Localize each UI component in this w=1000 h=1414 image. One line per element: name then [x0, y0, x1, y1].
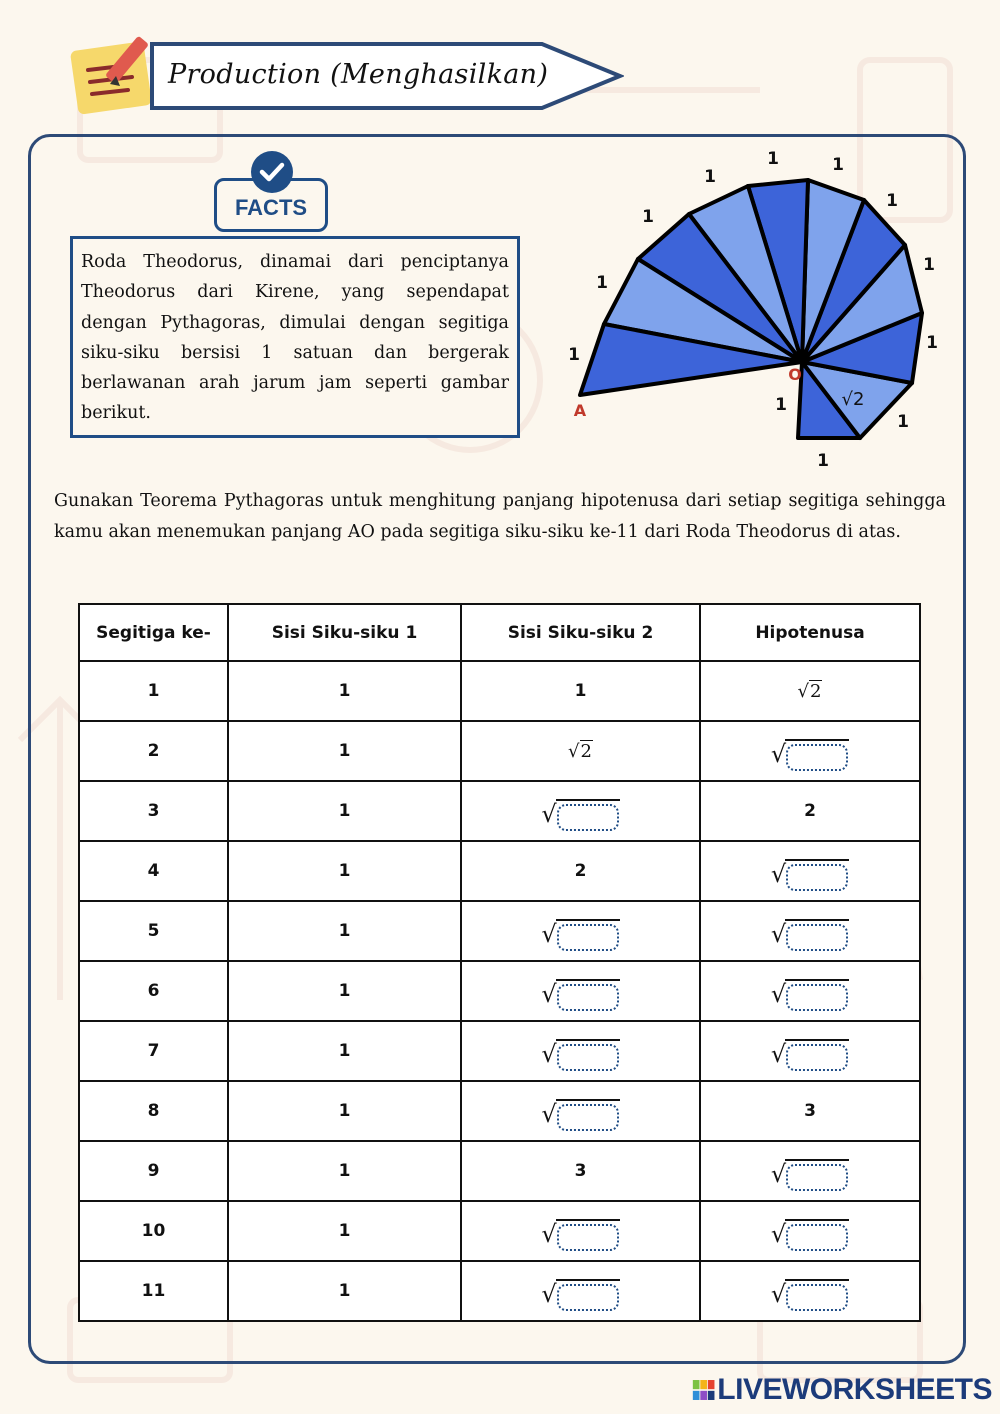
- leg-1-value: 1: [228, 901, 461, 961]
- side-length-label: 1: [767, 149, 779, 169]
- triangle-number: 6: [79, 961, 228, 1021]
- side-length-label: 1: [596, 273, 608, 293]
- leg-1-value: 1: [228, 1261, 461, 1321]
- leg-2-value: 3: [461, 1141, 700, 1201]
- hypotenuse-value: 2: [700, 781, 920, 841]
- answer-input[interactable]: [557, 984, 619, 1011]
- sqrt-value: √2: [797, 680, 822, 702]
- triangle-number: 7: [79, 1021, 228, 1081]
- triangle-number: 4: [79, 841, 228, 901]
- sqrt-answer-field: √: [541, 791, 619, 831]
- hypotenuse-value: [700, 1021, 920, 1081]
- answer-input[interactable]: [786, 1224, 848, 1251]
- answer-input[interactable]: [557, 1044, 619, 1071]
- sqrt-answer-field: √: [771, 971, 849, 1011]
- instruction-text: Gunakan Teorema Pythagoras untuk menghitung panjang hipotenusa dari setiap segitiga sehingga kamu akan menemukan panjang AO pada segitiga siku-siku ke-11 dari Roda Theodorus di atas.: [54, 491, 946, 542]
- answer-input[interactable]: [786, 924, 848, 951]
- column-header: Segitiga ke-: [79, 604, 228, 661]
- column-header: Sisi Siku-siku 2: [461, 604, 700, 661]
- answer-input[interactable]: [786, 1044, 848, 1071]
- side-length-label: 1: [704, 167, 716, 187]
- leg-2-value: 1: [461, 661, 700, 721]
- table-row: [79, 961, 920, 1021]
- liveworksheets-watermark: [692, 1372, 992, 1408]
- table-row: [79, 1261, 920, 1321]
- leg-2-value: [461, 1021, 700, 1081]
- leg-1-value: 1: [228, 781, 461, 841]
- triangle-number: 9: [79, 1141, 228, 1201]
- leg-1-value: 1: [228, 661, 461, 721]
- sqrt-answer-field: √: [541, 1211, 619, 1251]
- table-row: [79, 1141, 920, 1201]
- sqrt-answer-field: √: [541, 1091, 619, 1131]
- side-length-label: 1: [886, 191, 898, 211]
- side-length-label: 1: [642, 207, 654, 227]
- sqrt-answer-field: √: [771, 1151, 849, 1191]
- answer-input[interactable]: [786, 1164, 848, 1191]
- table-row: [79, 841, 920, 901]
- leg-1-value: 1: [228, 961, 461, 1021]
- facts-box: [70, 236, 520, 438]
- sqrt-answer-field: √: [541, 971, 619, 1011]
- sqrt-answer-field: √: [771, 1211, 849, 1251]
- hypotenuse-value: [700, 1261, 920, 1321]
- leg-2-value: [461, 901, 700, 961]
- leg-2-value: [461, 961, 700, 1021]
- leg-2-value: [461, 721, 700, 781]
- sqrt-answer-field: √: [771, 731, 849, 771]
- radicand: 2: [810, 680, 822, 702]
- facts-text: Roda Theodorus, dinamai dari penciptanya Theodorus dari Kirene, yang sependapat dengan Pythagoras, dimulai dengan segitiga siku-siku bersisi 1 satuan dan bergerak berlawanan arah jarum jam seperti gambar berikut.: [81, 252, 509, 424]
- point-o-label: O: [788, 365, 802, 384]
- leg-1-value: 1: [228, 841, 461, 901]
- triangle-number: 1: [79, 661, 228, 721]
- hypotenuse-table: [78, 603, 921, 1322]
- triangle-number: 5: [79, 901, 228, 961]
- radicand: 2: [580, 740, 592, 762]
- sqrt-answer-field: √: [771, 911, 849, 951]
- triangle-number: 2: [79, 721, 228, 781]
- hypotenuse-value: [700, 1201, 920, 1261]
- leg-1-value: 1: [228, 721, 461, 781]
- point-a-label: A: [573, 401, 587, 420]
- side-length-label: 1: [817, 451, 829, 471]
- leg-1-value: 1: [228, 1081, 461, 1141]
- check-circle-icon: [250, 150, 294, 194]
- triangle-number: 8: [79, 1081, 228, 1141]
- table-header-row: [79, 604, 920, 661]
- hypotenuse-label: √2: [841, 389, 865, 410]
- answer-input[interactable]: [557, 804, 619, 831]
- side-length-label: 1: [775, 395, 787, 415]
- sqrt-answer-field: √: [541, 1271, 619, 1311]
- table-row: [79, 1201, 920, 1261]
- hypotenuse-value: [700, 721, 920, 781]
- sqrt-value: √2: [568, 740, 592, 762]
- leg-1-value: 1: [228, 1141, 461, 1201]
- answer-input[interactable]: [786, 984, 848, 1011]
- hypotenuse-value: [700, 961, 920, 1021]
- hypotenuse-value: 3: [700, 1081, 920, 1141]
- answer-input[interactable]: [786, 1284, 848, 1311]
- page-title: Production (Menghasilkan): [168, 59, 549, 90]
- leg-1-value: 1: [228, 1201, 461, 1261]
- side-length-label: 1: [923, 255, 935, 275]
- answer-input[interactable]: [786, 744, 848, 771]
- facts-label: FACTS: [234, 195, 308, 220]
- answer-input[interactable]: [557, 1104, 619, 1131]
- table-row: [79, 1021, 920, 1081]
- leg-2-value: [461, 781, 700, 841]
- leg-2-value: 2: [461, 841, 700, 901]
- triangle-number: 11: [79, 1261, 228, 1321]
- hypotenuse-value: [700, 1141, 920, 1201]
- liveworksheets-logo-icon: [692, 1376, 715, 1404]
- table-row: [79, 901, 920, 961]
- table-row: [79, 721, 920, 781]
- answer-input[interactable]: [557, 1224, 619, 1251]
- side-length-label: 1: [926, 333, 938, 353]
- table-row: [79, 1081, 920, 1141]
- leg-2-value: [461, 1081, 700, 1141]
- answer-input[interactable]: [557, 1284, 619, 1311]
- wheel-of-theodorus-diagram: [540, 140, 960, 480]
- table-row: [79, 781, 920, 841]
- hypotenuse-value: [700, 661, 920, 721]
- triangle-number: 3: [79, 781, 228, 841]
- sqrt-answer-field: √: [771, 1031, 849, 1071]
- column-header: Sisi Siku-siku 1: [228, 604, 461, 661]
- leg-2-value: [461, 1261, 700, 1321]
- answer-input[interactable]: [786, 864, 848, 891]
- sqrt-answer-field: √: [541, 1031, 619, 1071]
- sqrt-answer-field: √: [771, 1271, 849, 1311]
- hypotenuse-value: [700, 901, 920, 961]
- sqrt-answer-field: √: [541, 911, 619, 951]
- leg-2-value: [461, 1201, 700, 1261]
- table-row: [79, 661, 920, 721]
- side-length-label: 1: [832, 155, 844, 175]
- column-header: Hipotenusa: [700, 604, 920, 661]
- triangle-number: 10: [79, 1201, 228, 1261]
- sqrt-answer-field: √: [771, 851, 849, 891]
- answer-input[interactable]: [557, 924, 619, 951]
- watermark-text: LIVEWORKSHEETS: [717, 1373, 992, 1406]
- side-length-label: 1: [568, 345, 580, 365]
- leg-1-value: 1: [228, 1021, 461, 1081]
- side-length-label: 1: [897, 412, 909, 432]
- hypotenuse-value: [700, 841, 920, 901]
